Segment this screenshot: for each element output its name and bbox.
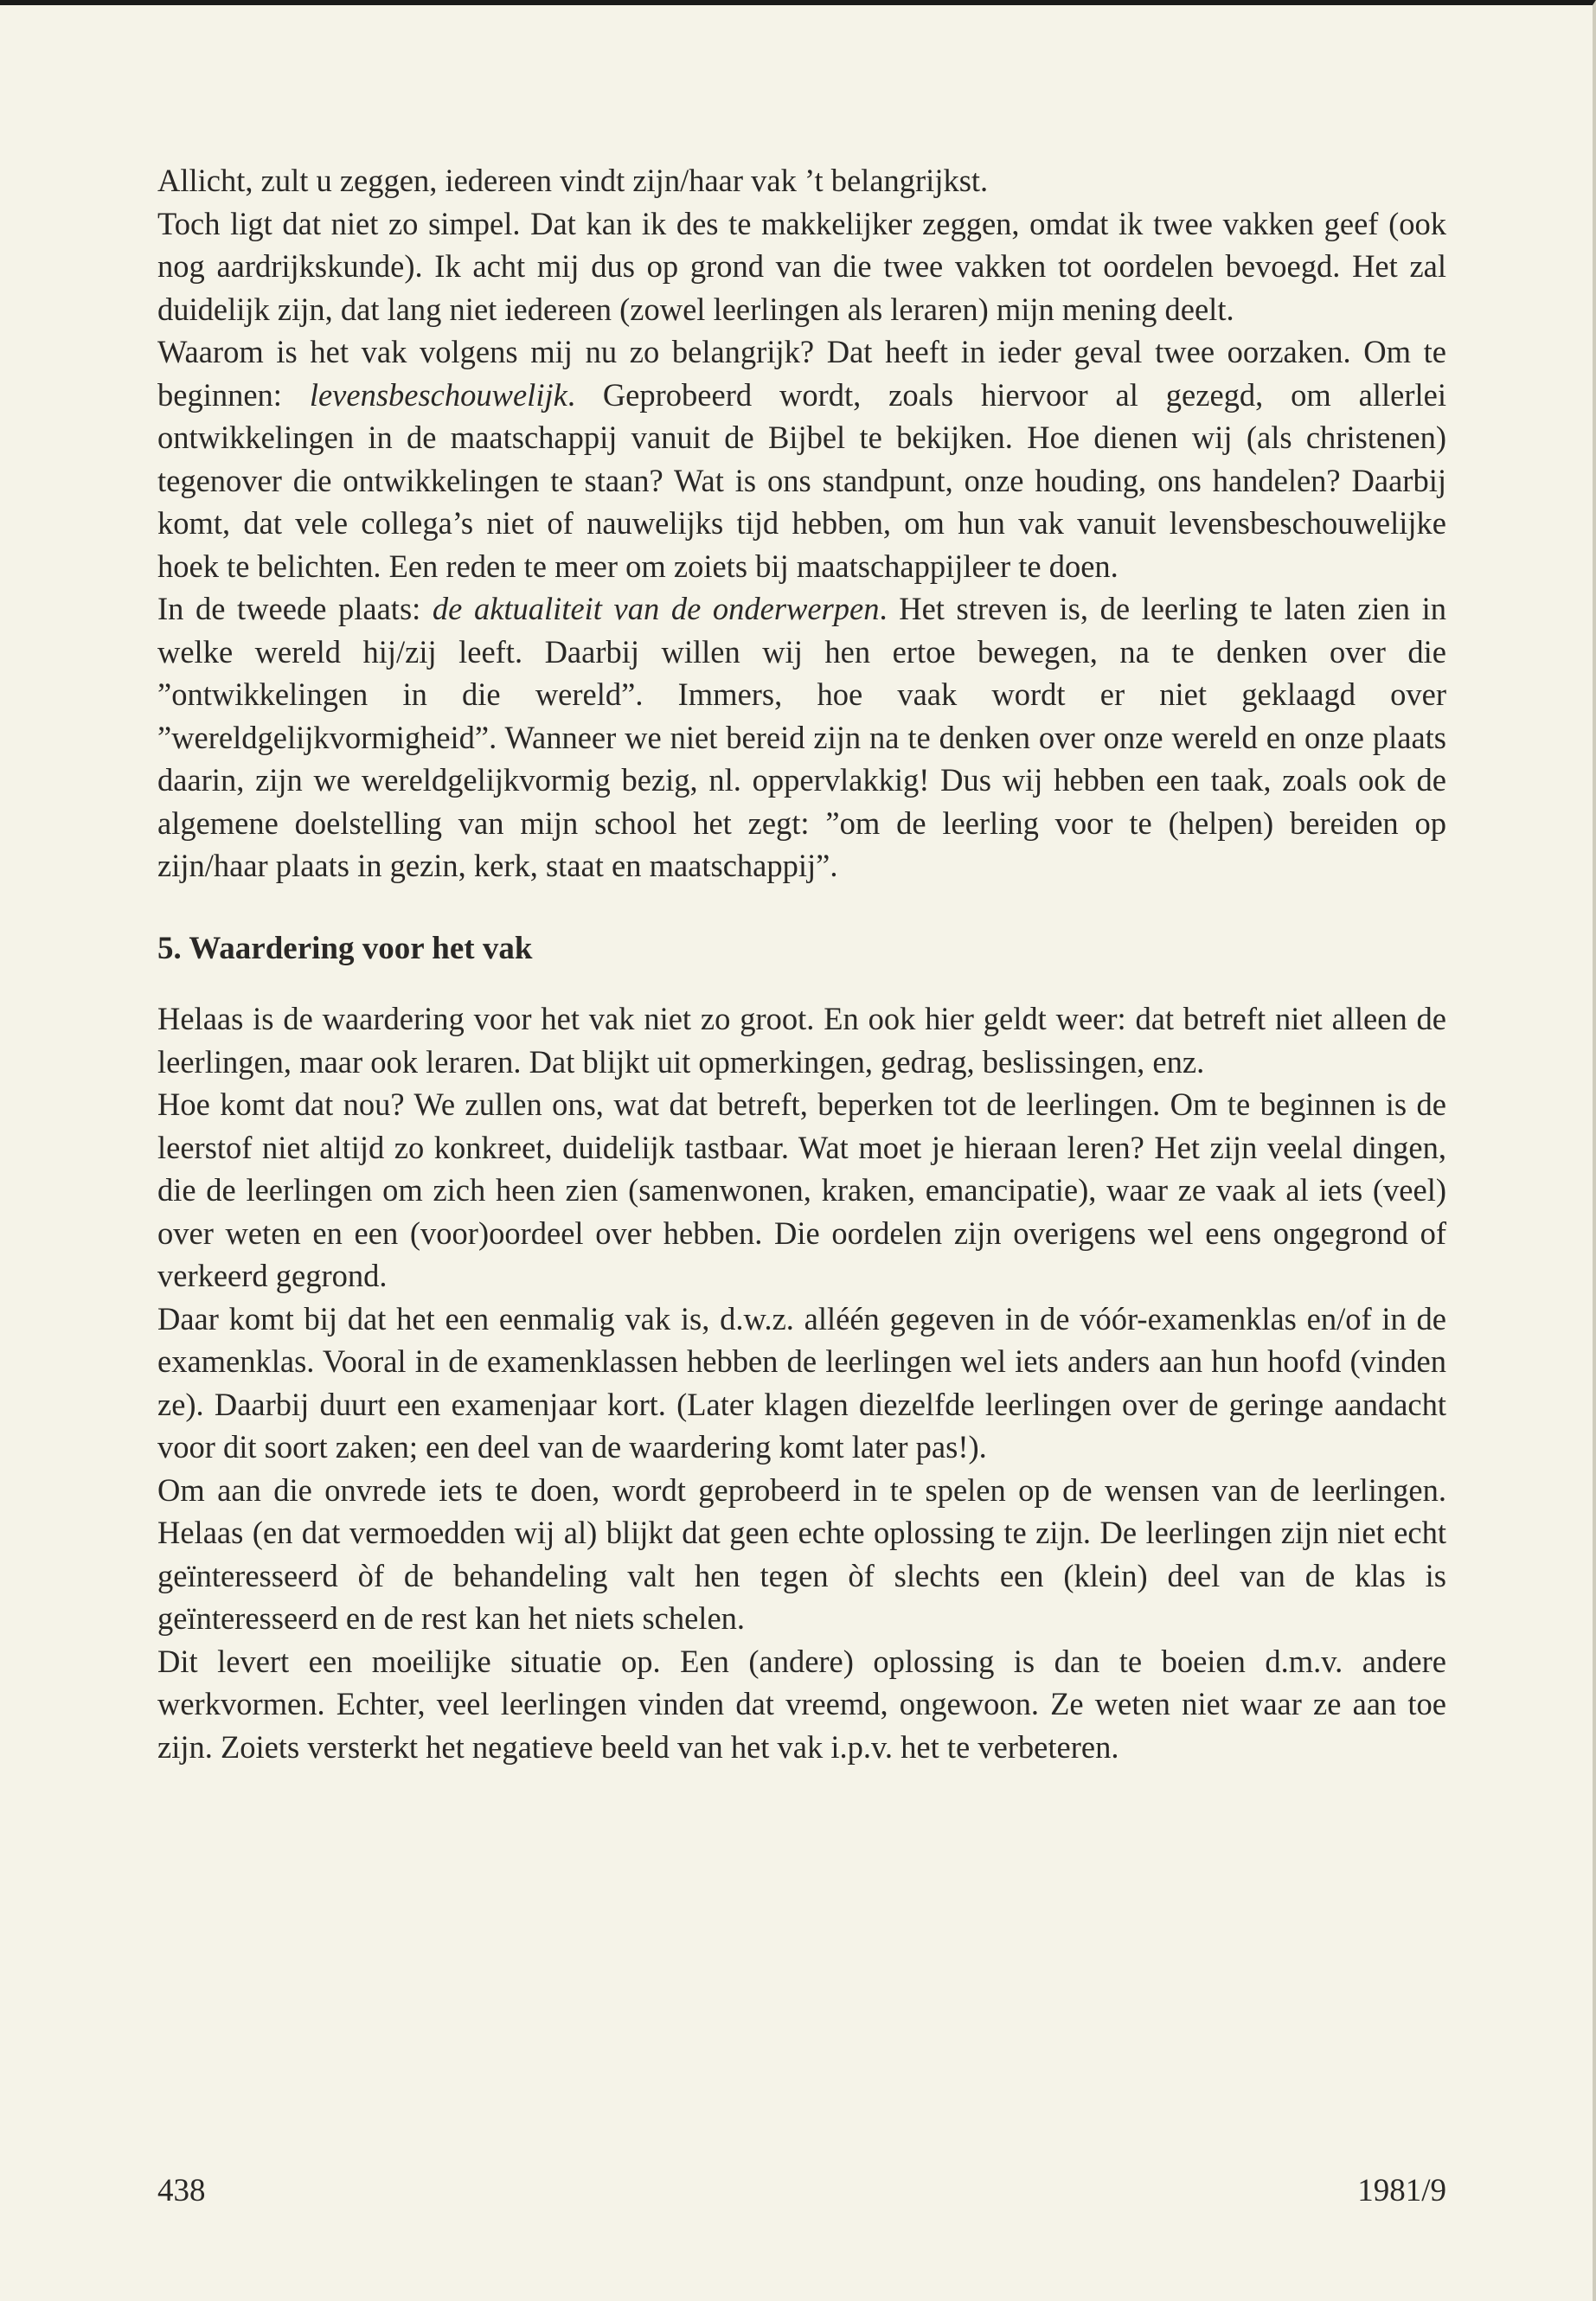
body-text [157, 159, 1446, 1768]
paragraph: Om aan die onvrede iets te doen, wordt geprobeerd in te spelen op de wensen van de leerlingen. Helaas (en dat vermoedden wij al) blijkt dat geen echte oplossing te zijn. De leerlingen zijn niet echt geïnteresseerd òf de behandeling valt hen tegen òf slechts een (klein) deel van de klas is geïnteresseerd en de rest kan het niets schelen. [157, 1471, 1446, 1636]
paragraph: Helaas is de waardering voor het vak niet zo groot. En ook hier geldt weer: dat betreft niet alleen de leerlingen, maar ook leraren. Dat blijkt uit opmerkingen, gedrag, beslissingen, enz. [157, 1001, 1446, 1080]
paragraph-text: . Het streven is, de leerling te laten zien in welke wereld hij/zij leeft. Daarbij willen wij hen ertoe bewegen, na te denken over die ”ontwikkelingen in die wereld”. Immers, hoe vaak wordt er niet geklaagd over ”wereldgelijkvormigheid”. Wanneer we niet bereid zijn na te denken over onze wereld en onze plaats daarin, zijn we wereldgelijkvormig bezig, nl. oppervlakkig! Dus wij hebben een taak, zoals ook de algemene doelstelling van mijn school het zegt: ”om de leerling voor te (helpen) bereiden op zijn/haar plaats in gezin, kerk, staat en maatschappij”. [157, 591, 1446, 883]
paragraph: Daar komt bij dat het een eenmalig vak is, d.w.z. alléén gegeven in de vóór-examenklas en/of in de examenklas. Vooral in de examenklassen hebben de leerlingen wel iets anders aan hun hoofd (vinden ze). Daarbij duurt een examenjaar kort. (Later klagen diezelfde leerlingen over de geringe aandacht voor dit soort zaken; een deel van de waardering komt later pas!). [157, 1300, 1446, 1465]
paragraph-text: In de tweede plaats: [157, 591, 433, 626]
page-number: 438 [157, 2173, 206, 2208]
section-heading: 5. Waardering voor het vak [157, 930, 533, 966]
paragraph [157, 330, 1446, 587]
paragraph: Hoe komt dat nou? We zullen ons, wat dat betreft, beperken tot de leerlingen. Om te beginnen is de leerstof niet altijd zo konkreet, duidelijk tastbaar. Wat moet je hieraan leren? Het zijn veelal dingen, die de leerlingen om zich heen zien (samenwonen, kraken, emancipatie), waar ze vaak al iets (veel) over weten en een (voor)oordeel over hebben. Die oordelen zijn overigens wel eens ongegrond of verkeerd gegrond. [157, 1086, 1446, 1293]
emphasis-text: levensbeschouwelijk [309, 376, 567, 413]
paragraph: Dit levert een moeilijke situatie op. Een (andere) oplossing is dan te boeien d.m.v. andere werkvormen. Echter, veel leerlingen vinden dat vreemd, ongewoon. Ze weten niet waar ze aan toe zijn. Zoiets versterkt het negatieve beeld van het vak i.p.v. het te verbeteren. [157, 1643, 1446, 1765]
emphasis-text: de aktualiteit van de onderwerpen [432, 591, 880, 626]
paragraph [157, 587, 1446, 888]
paragraph: Allicht, zult u zeggen, iedereen vindt zijn/haar vak ’t belangrijkst. [157, 163, 989, 198]
issue-number: 1981/9 [1357, 2173, 1446, 2208]
paragraph: Toch ligt dat niet zo simpel. Dat kan ik des te makkelijker zeggen, omdat ik twee vakken geef (ook nog aardrijkskunde). Ik acht mij dus op grond van die twee vakken tot oordelen bevoegd. Het zal duidelijk zijn, dat lang niet iedereen (zowel leerlingen als leraren) mijn mening deelt. [157, 205, 1446, 327]
paragraph-text: . Geprobeerd wordt, zoals hiervoor al gezegd, om allerlei ontwikkelingen in de maatschappij vanuit de Bijbel te bekijken. Hoe dienen wij (als christenen) tegenover die ontwikkelingen te staan? Wat is ons standpunt, onze houding, ons handelen? Daarbij komt, dat vele collega’s niet of nauwelijks tijd hebben, om hun vak vanuit levensbeschouwelijke hoek te belichten. Een reden te meer om zoiets bij maatschappijleer te doen. [157, 376, 1446, 584]
paragraph-text: Waarom is het vak volgens mij nu zo belangrijk? Dat heeft in ieder geval twee oorzaken. Om te beginnen: [157, 334, 1446, 413]
